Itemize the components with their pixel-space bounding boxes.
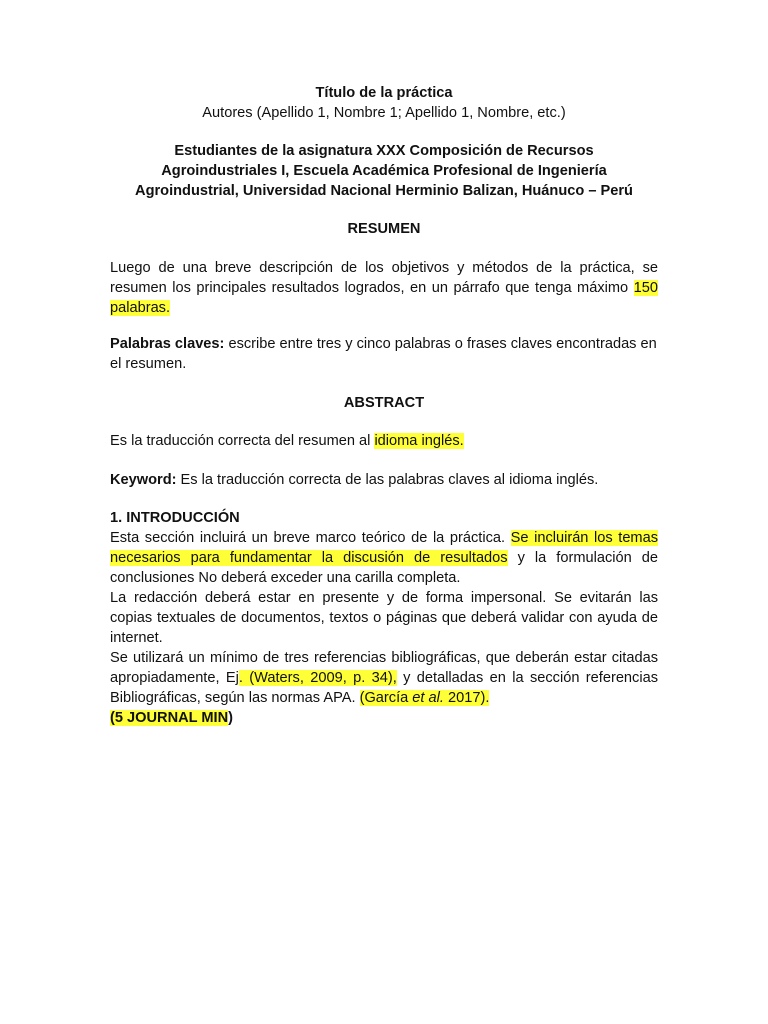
keyword-paragraph [110,470,658,490]
document-title: Título de la práctica [315,85,453,101]
journal-requirement-highlight: (5 JOURNAL MIN [110,710,229,726]
affiliation [110,141,658,201]
abstract-text: Es la traducción correcta del resumen al [110,433,375,449]
affiliation-line-2: Agroindustriales I, Escuela Académica Profesional de Ingeniería [161,163,607,179]
citation-garcia-highlight [360,690,490,706]
intro-p1-text-b: y la formulación de conclusiones No deberá exceder una carilla completa. [110,550,658,586]
affiliation-line-1: Estudiantes de la asignatura XXX Composición de Recursos [174,143,594,159]
resumen-text: Luego de una breve descripción de los objetivos y métodos de la práctica, se resumen los principales resultados logrados, en un párrafo que tenga máximo [110,260,658,296]
intro-p1-highlight: Se incluirán los temas necesarios para fundamentar la discusión de resultados [110,530,659,566]
intro-p1-text-a: Esta sección incluirá un breve marco teórico de la práctica. [110,530,511,546]
introduccion-paragraph-2: La redacción deberá estar en presente y de forma impersonal. Se evitarán las copias textuales de documentos, textos o páginas que deberá validar con ayuda de internet. [110,590,658,646]
abstract-paragraph [110,431,658,451]
introduccion-paragraph-3 [110,648,658,708]
intro-p3-text-b: y detalladas en la sección referencias Bibliográficas, según las normas APA. [110,670,659,706]
journal-requirement [110,708,658,728]
abstract-language-highlight: idioma inglés. [374,433,464,449]
abstract-heading: ABSTRACT [343,395,425,411]
citation-garcia-year: 2017). [443,690,490,706]
palabras-claves-text: escribe entre tres y cinco palabras o frases claves encontradas en el resumen. [110,336,657,372]
journal-requirement-close: ) [228,710,233,726]
intro-p3-text-a: Se utilizará un mínimo de tres referencias bibliográficas, que deberán estar citadas apropiadamente, Ej [110,650,658,686]
keyword-text: Es la traducción correcta de las palabras claves al idioma inglés. [176,472,599,488]
resumen-paragraph [110,258,658,318]
introduccion-section [110,508,658,728]
introduccion-paragraph-1 [110,528,658,588]
resumen-heading: RESUMEN [347,221,421,237]
citation-waters-highlight: . (Waters, 2009, p. 34), [238,670,397,686]
palabras-claves-paragraph [110,334,658,374]
palabras-claves-label: Palabras claves: [110,336,225,352]
affiliation-line-3: Agroindustrial, Universidad Nacional Herminio Balizan, Huánuco – Perú [135,183,633,199]
keyword-label: Keyword: [110,472,177,488]
authors-line: Autores (Apellido 1, Nombre 1; Apellido 1, Nombre, etc.) [202,105,566,121]
resumen-word-limit-highlight: 150 palabras. [110,280,658,316]
citation-garcia-author: (García [359,690,413,706]
introduccion-heading: 1. INTRODUCCIÓN [110,510,240,526]
citation-garcia-etal: et al. [412,690,444,706]
